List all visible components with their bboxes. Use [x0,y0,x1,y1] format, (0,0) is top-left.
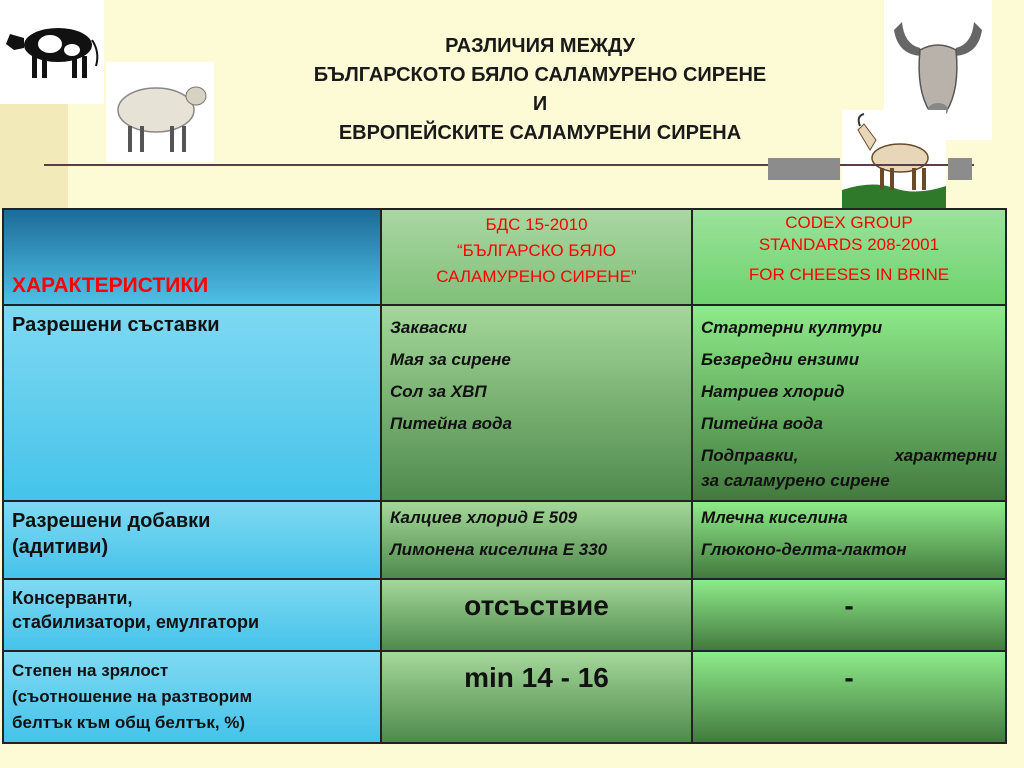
list-item: Глюконо-делта-лактон [701,540,907,559]
table-header-row [3,209,1006,305]
sheep-image [106,62,214,162]
table-row [3,501,1006,579]
header-bds [381,209,692,305]
list-item: Лимонена киселина Е 330 [390,540,608,559]
list-item: Безвредни ензими [701,350,860,369]
table-row [3,305,1006,501]
title-line-3: И [532,93,548,115]
list-item [701,440,997,469]
row-bds-value: min 14 - 16 [381,651,692,743]
header-bds-line: САЛАМУРЕНО СИРЕНЕ” [436,267,637,286]
row-label-line: Степен на зрялост [12,661,169,680]
header-characteristics: ХАРАКТЕРИСТИКИ [3,209,381,305]
row-bds-cell [381,501,692,579]
row-bds-value: отсъствие [381,579,692,651]
list-item: Натриев хлорид [701,382,845,401]
list-item: Млечна киселина [701,508,848,527]
row-label-line: белтък към общ белтък, %) [12,713,246,732]
row-label-line: Консерванти, [12,588,133,608]
list-item-part: Подправки, [701,446,799,465]
title-line-1: РАЗЛИЧИЯ МЕЖДУ [445,35,635,57]
comparison-table [2,208,1007,744]
list-item: Питейна вода [390,414,512,433]
table-row [3,579,1006,651]
row-label-line: (съотношение на разтворим [12,687,253,706]
row-codex-cell [692,501,1006,579]
row-label [3,501,381,579]
row-label [3,579,381,651]
header-bds-line: “БЪЛГАРСКО БЯЛО [457,241,616,260]
title-line-4: ЕВРОПЕЙСКИТЕ САЛАМУРЕНИ СИРЕНА [338,122,742,144]
list-item: Стартерни култури [701,318,883,337]
row-codex-cell [692,305,1006,501]
header-codex-line: FOR CHEESES IN BRINE [748,265,950,284]
header-bds-line: БДС 15-2010 [485,215,588,234]
row-label [3,651,381,743]
row-label-line: стабилизатори, емулгатори [12,612,260,632]
row-label-line: (адитиви) [12,536,109,558]
list-item: Сол за ХВП [390,382,487,401]
title-line-2: БЪЛГАРСКОТО БЯЛО САЛАМУРЕНО СИРЕНЕ [313,64,767,86]
row-codex-value: - [692,651,1006,743]
row-bds-cell [381,305,692,501]
header-codex-line: CODEX GROUP [785,213,913,232]
row-codex-value: - [692,579,1006,651]
list-item: Питейна вода [701,414,823,433]
list-item: Калциев хлорид Е 509 [390,508,578,527]
header-codex-line: STANDARDS 208-2001 [758,235,940,254]
row-label-line: Разрешени добавки [12,510,211,532]
cow-image [0,0,104,104]
list-item-part: характерни [894,446,997,465]
slide-title [220,32,860,148]
row-label: Разрешени съставки [3,305,381,501]
list-item: Закваски [390,318,467,337]
list-item: за саламурено сирене [701,471,890,490]
header-codex [692,209,1006,305]
table-row [3,651,1006,743]
list-item: Мая за сирене [390,350,511,369]
